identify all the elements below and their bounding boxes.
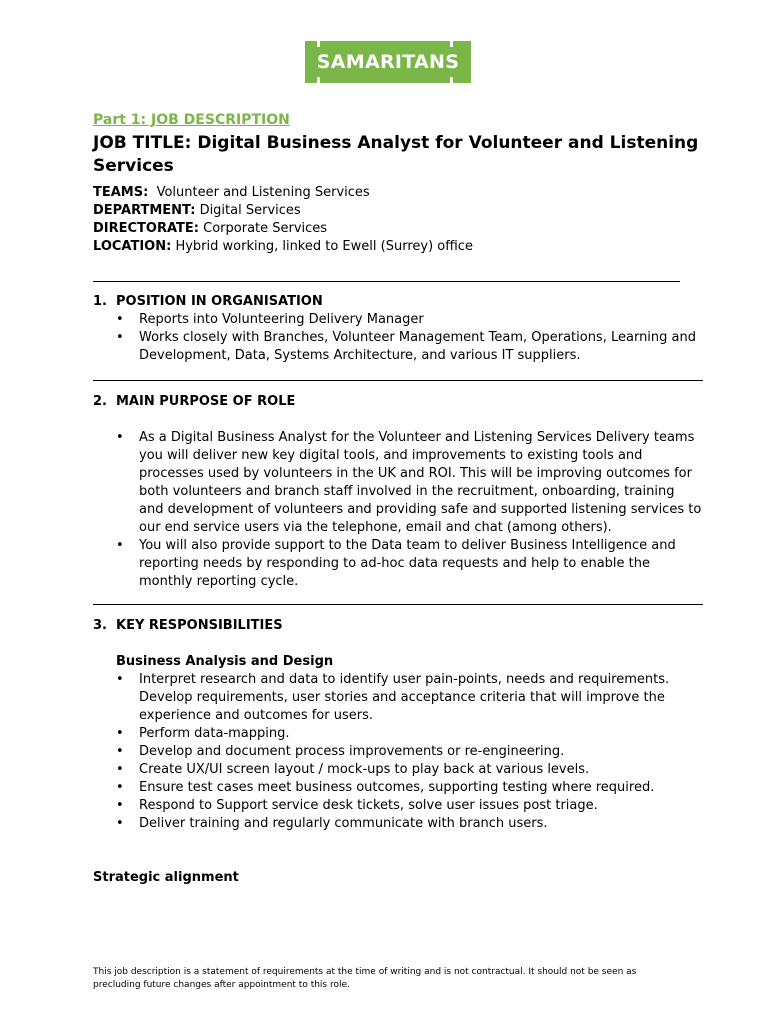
part-title: Part 1: JOB DESCRIPTION [93, 112, 290, 128]
bullet-icon: • [116, 538, 124, 553]
bullet-icon: • [116, 780, 124, 795]
job-title: JOB TITLE: Digital Business Analyst for Volunteer and Listening Services [93, 133, 699, 176]
section-number: 1. [93, 294, 107, 309]
bullet-icon: • [116, 672, 124, 687]
section-title: KEY RESPONSIBILITIES [116, 618, 283, 633]
job-description [93, 110, 703, 887]
teams-label: TEAMS: [93, 185, 149, 200]
list-item: • Create UX/UI screen layout / mock-ups to play back at various levels. [116, 762, 590, 777]
logo-notch [450, 77, 453, 83]
list-item: • Ensure test cases meet business outcomes, supporting testing where required. [116, 780, 655, 795]
bullet-icon: • [116, 330, 124, 345]
list-item: • Interpret research and data to identify user pain-points, needs and requirements. Develop requirements, user stories and acceptance criteria that will improve the experience and outcomes for users. [116, 672, 670, 723]
bullet-icon: • [116, 726, 124, 741]
logo-notch [317, 41, 320, 47]
bullet-icon: • [116, 744, 124, 759]
bullet-icon: • [116, 816, 124, 831]
divider [93, 380, 703, 381]
section-number: 2. [93, 394, 107, 409]
bullet-icon: • [116, 762, 124, 777]
department-value: Digital Services [199, 203, 301, 218]
location-label: LOCATION: [93, 239, 172, 254]
bullet-icon: • [116, 430, 124, 445]
logo-text: SAMARITANS [316, 51, 460, 73]
list-item: • As a Digital Business Analyst for the Volunteer and Listening Services Delivery teams you will deliver new key digital tools, and improvements to existing tools and processes used by volunteers in the UK and ROI. This will be improving outcomes for both volunteers and branch staff involved in the recruitment, onboarding, training and development of volunteers and providing safe and supported listening services to our end service users via the telephone, email and chat (among others). [116, 430, 702, 535]
list-item: • Deliver training and regularly communicate with branch users. [116, 816, 548, 831]
list-item: • Works closely with Branches, Volunteer Management Team, Operations, Learning and Development, Data, Systems Architecture, and various IT suppliers. [116, 330, 697, 363]
directorate-value: Corporate Services [203, 221, 328, 236]
department-label: DEPARTMENT: [93, 203, 196, 218]
logo-notch [450, 41, 453, 47]
section-heading-position [93, 293, 703, 311]
directorate-line [93, 220, 703, 238]
section-heading-purpose [93, 393, 703, 411]
bullet-icon: • [116, 798, 124, 813]
position-list [93, 311, 703, 365]
divider [93, 604, 703, 605]
purpose-list [93, 429, 703, 591]
list-item: • Reports into Volunteering Delivery Manager [116, 312, 424, 327]
location-line [93, 238, 703, 256]
department-line [93, 202, 703, 220]
bullet-icon: • [116, 312, 124, 327]
section-number: 3. [93, 618, 107, 633]
divider [93, 281, 680, 282]
subheading-business-analysis: Business Analysis and Design [116, 654, 334, 669]
section-title: POSITION IN ORGANISATION [116, 294, 323, 309]
teams-value: Volunteer and Listening Services [156, 185, 370, 200]
section-heading-responsibilities [93, 617, 703, 635]
location-value: Hybrid working, linked to Ewell (Surrey) office [175, 239, 473, 254]
list-item: • Develop and document process improvements or re-engineering. [116, 744, 565, 759]
list-item: • Respond to Support service desk tickets, solve user issues post triage. [116, 798, 598, 813]
section-title: MAIN PURPOSE OF ROLE [116, 394, 296, 409]
footer-disclaimer: This job description is a statement of requirements at the time of writing and is not contractual. It should not be seen as precluding future changes after appointment to this role. [93, 967, 637, 990]
directorate-label: DIRECTORATE: [93, 221, 199, 236]
logo-notch [317, 77, 320, 83]
teams-line [93, 184, 703, 202]
responsibilities-list [93, 671, 703, 833]
strategic-alignment-heading: Strategic alignment [93, 870, 239, 885]
list-item: • Perform data-mapping. [116, 726, 290, 741]
list-item: • You will also provide support to the Data team to deliver Business Intelligence and reporting needs by responding to ad-hoc data requests and help to enable the monthly reporting cycle. [116, 538, 676, 589]
samaritans-logo [305, 41, 471, 83]
